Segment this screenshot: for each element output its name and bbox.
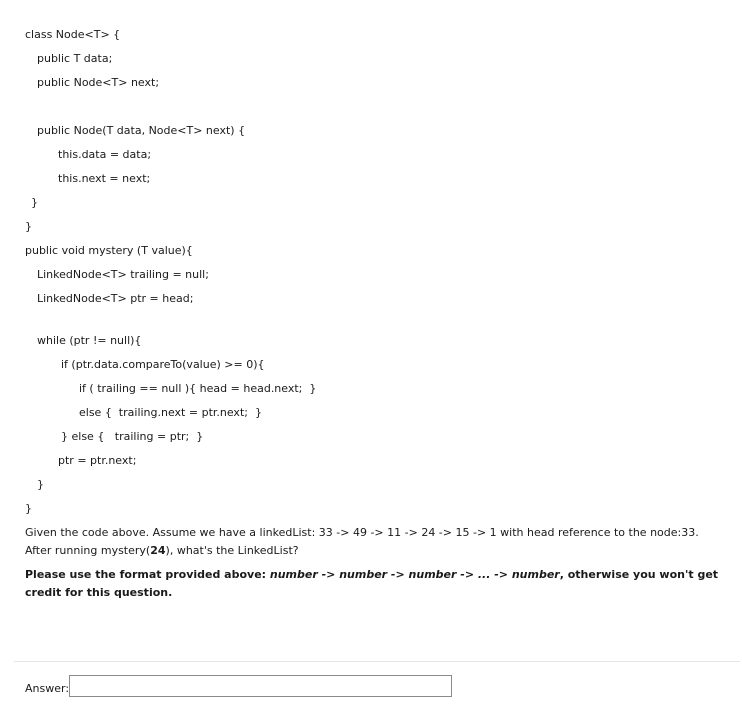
instruction-tail: , otherwise you won't get credit for this question. (25, 568, 719, 599)
code-line-8: } (25, 220, 32, 233)
answer-divider (14, 661, 740, 662)
code-line-5: this.data = data; (58, 148, 152, 161)
code-line-4: public Node(T data, Node<T> next) { (37, 124, 246, 137)
code-line-2: public T data; (37, 52, 113, 65)
code-line-18: } (37, 478, 44, 491)
question-call-arg: 24 (150, 544, 166, 557)
answer-label: Answer: (25, 682, 70, 695)
code-line-17: ptr = ptr.next; (58, 454, 137, 467)
instruction-lead: Please use the format provided above: (25, 568, 270, 581)
question-text-part1: Given the code above. Assume we have a linkedList: 33 -> 49 -> 11 -> 24 -> 15 -> 1 with head reference to the node:33. After running mystery( (25, 526, 699, 557)
code-line-3: public Node<T> next; (37, 76, 160, 89)
code-line-1: class Node<T> { (25, 28, 121, 41)
code-line-15: else { trailing.next = ptr.next; } (79, 406, 262, 419)
code-line-12: while (ptr != null){ (37, 334, 142, 347)
code-line-13: if (ptr.data.compareTo(value) >= 0){ (61, 358, 265, 371)
question-text-part2: ), what's the LinkedList? (165, 544, 299, 557)
answer-input[interactable] (69, 675, 452, 697)
code-line-7: } (31, 196, 38, 209)
code-line-9: public void mystery (T value){ (25, 244, 193, 257)
question-text (25, 524, 725, 560)
code-line-19: } (25, 502, 32, 515)
code-line-6: this.next = next; (58, 172, 151, 185)
code-line-14: if ( trailing == null ){ head = head.next; } (79, 382, 317, 395)
code-line-10: LinkedNode<T> trailing = null; (37, 268, 209, 281)
format-instruction (25, 566, 725, 602)
code-line-16: } else { trailing = ptr; } (61, 430, 204, 443)
code-line-11: LinkedNode<T> ptr = head; (37, 292, 194, 305)
instruction-format: number -> number -> number -> ... -> number (269, 568, 560, 581)
